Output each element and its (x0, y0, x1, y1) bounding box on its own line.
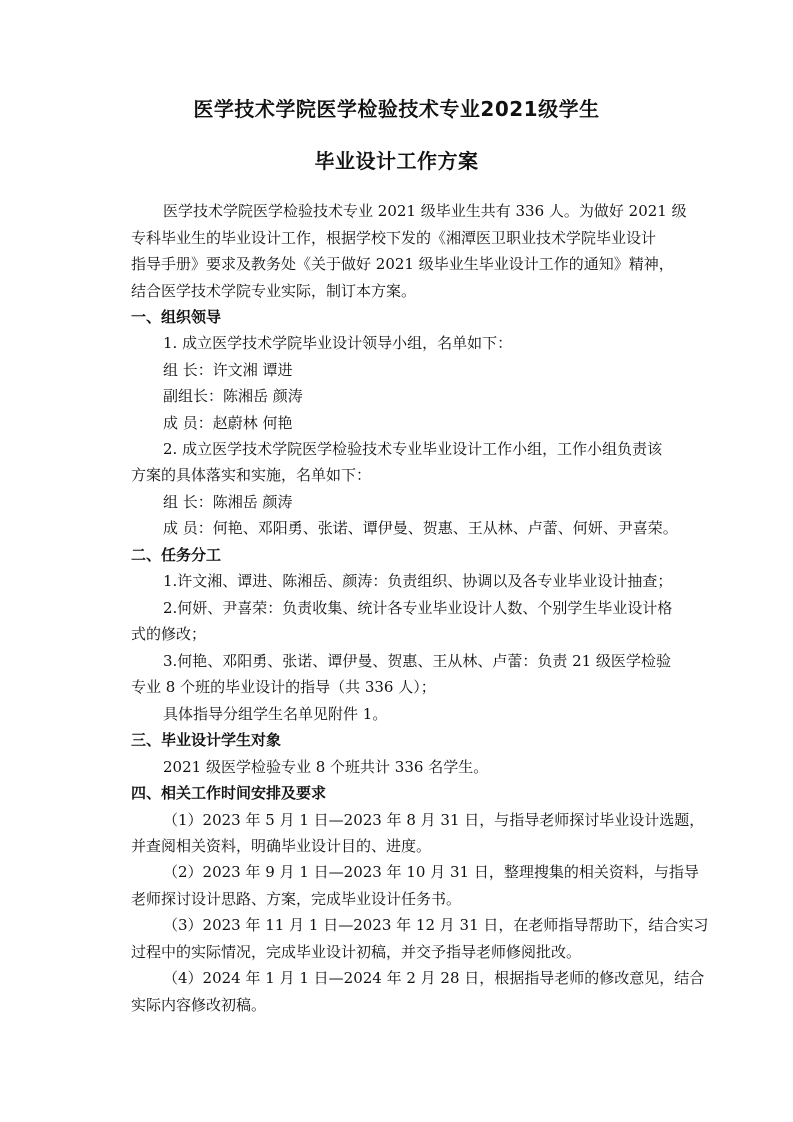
section-line: （2）2023 年 9 月 1 日—2023 年 10 月 31 日，整理搜集的相关资料，与指导 (163, 863, 699, 881)
section-line: 并查阅相关资料，明确毕业设计目的、进度。 (131, 837, 432, 855)
section-line: 老师探讨设计思路、方案，完成毕业设计任务书。 (131, 890, 462, 908)
section-line: 成 员：赵蔚林 何艳 (163, 414, 293, 432)
document-title-line-2: 毕业设计工作方案 (314, 149, 479, 173)
section-line: （3）2023 年 11 月 1 日—2023 年 12 月 31 日，在老师指导帮助下，结合实习 (163, 916, 709, 934)
section-line: 组 长：陈湘岳 颜涛 (163, 493, 293, 511)
section-line: 1. 成立医学技术学院毕业设计领导小组，名单如下： (163, 334, 513, 352)
section-heading-schedule: 四、相关工作时间安排及要求 (131, 784, 327, 802)
section-line: 1.许文湘、谭进、陈湘岳、颜涛：负责组织、协调以及各专业毕业设计抽查； (163, 572, 673, 590)
intro-line: 结合医学技术学院专业实际，制订本方案。 (131, 282, 417, 300)
intro-line: 医学技术学院医学检验技术专业 2021 级毕业生共有 336 人。为做好 2021 级 (163, 202, 687, 220)
section-line: 副组长：陈湘岳 颜涛 (163, 387, 303, 405)
section-line: 2. 成立医学技术学院医学检验技术专业毕业设计工作小组，工作小组负责该 (163, 440, 663, 458)
section-line: 2021 级医学检验专业 8 个班共计 336 名学生。 (163, 758, 489, 776)
section-heading-students: 三、毕业设计学生对象 (131, 731, 282, 749)
document-title-line-1: 医学技术学院医学检验技术专业2021级学生 (193, 97, 600, 121)
section-line: 3.何艳、邓阳勇、张诺、谭伊曼、贺惠、王从林、卢蕾：负责 21 级医学检验 (163, 652, 671, 670)
section-line: 过程中的实际情况，完成毕业设计初稿，并交予指导老师修阅批改。 (131, 943, 582, 961)
section-line: 2.何妍、尹喜荣：负责收集、统计各专业毕业设计人数、个别学生毕业设计格 (163, 599, 673, 617)
intro-line: 专科毕业生的毕业设计工作，根据学校下发的《湘潭医卫职业技术学院毕业设计 (131, 229, 657, 247)
section-line: 组 长：许文湘 谭进 (163, 361, 293, 379)
section-line: 专业 8 个班的毕业设计的指导（共 336 人）； (131, 678, 436, 696)
section-line: 成 员：何艳、邓阳勇、张诺、谭伊曼、贺惠、王从林、卢蕾、何妍、尹喜荣。 (163, 519, 678, 537)
section-line: 方案的具体落实和实施，名单如下： (131, 466, 372, 484)
section-line: 实际内容修改初稿。 (131, 996, 267, 1014)
section-line: （1）2023 年 5 月 1 日—2023 年 8 月 31 日，与指导老师探讨毕业设计选题， (163, 811, 705, 829)
section-line: 具体指导分组学生名单见附件 1。 (163, 705, 388, 723)
section-heading-organization: 一、组织领导 (131, 308, 222, 326)
intro-line: 指导手册》要求及教务处《关于做好 2021 级毕业生毕业设计工作的通知》精神， (131, 255, 674, 273)
section-line: 式的修改； (131, 625, 207, 643)
section-line: （4）2024 年 1 月 1 日—2024 年 2 月 28 日，根据指导老师的修改意见，结合 (163, 969, 705, 987)
section-heading-tasks: 二、任务分工 (131, 546, 222, 564)
